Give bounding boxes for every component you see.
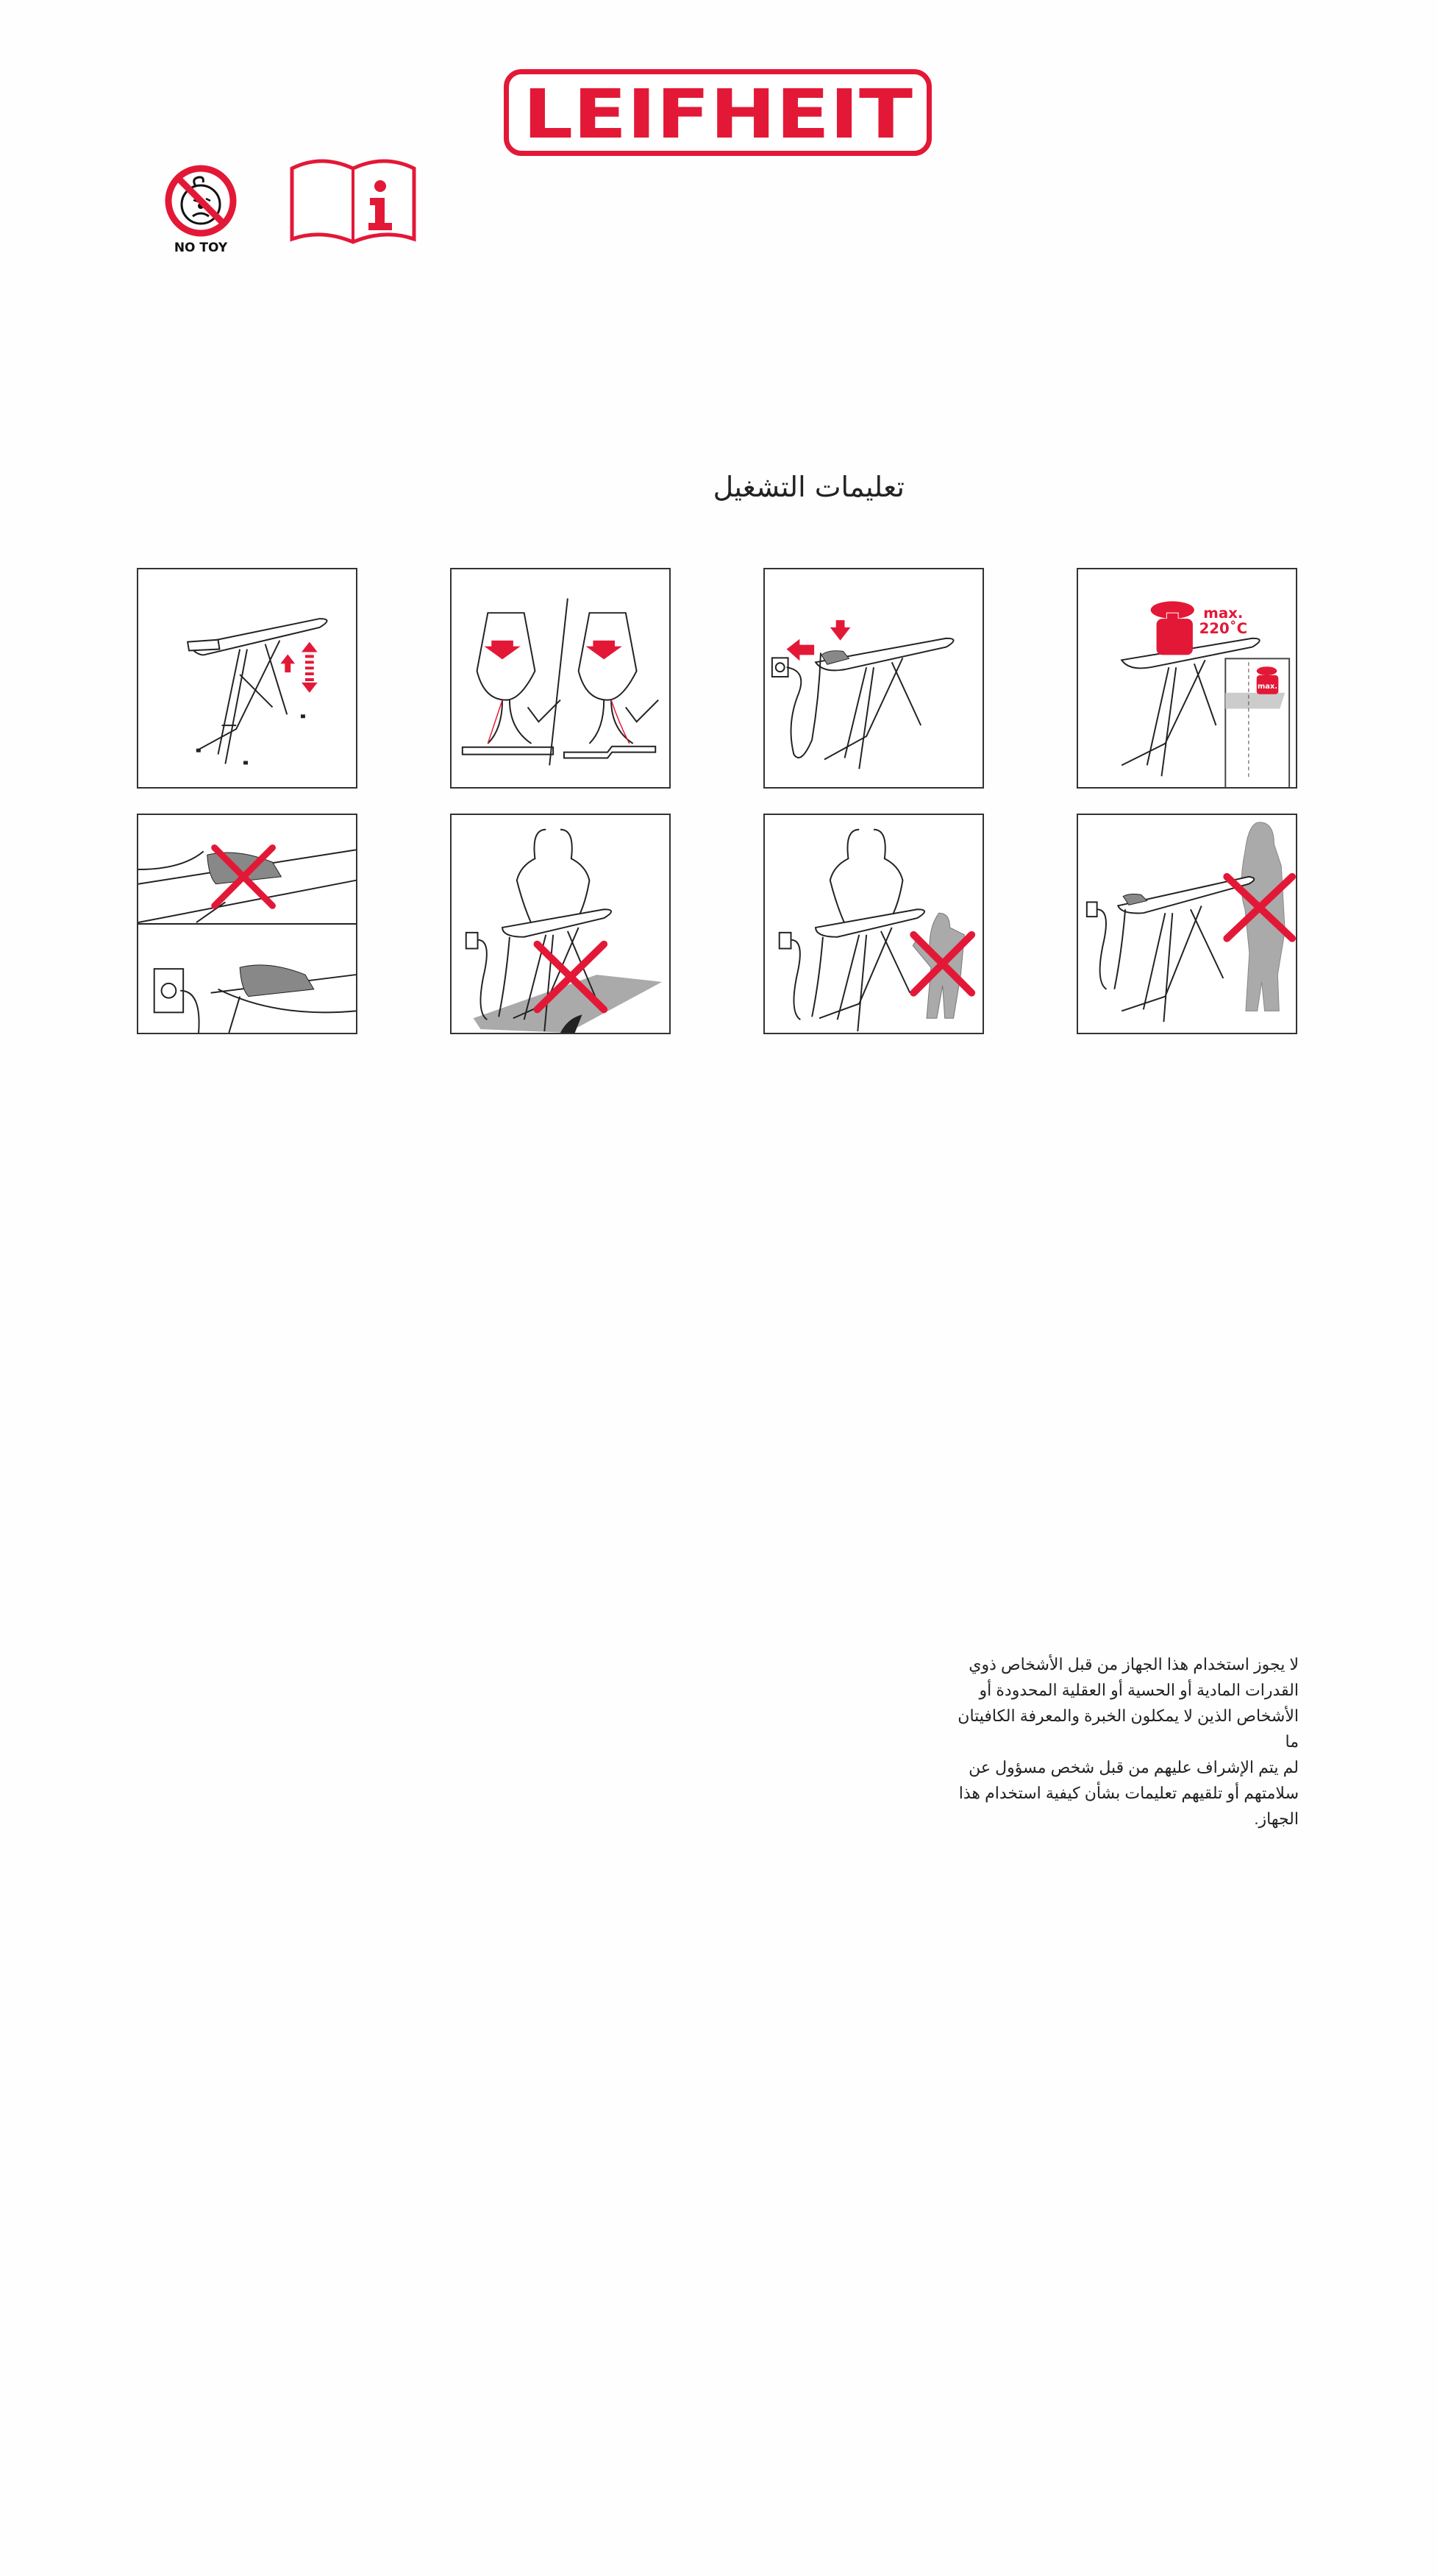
safety-warning-text	[956, 1651, 1299, 1832]
panel-max-load-temperature	[1077, 568, 1297, 789]
uneven-floor-warning-icon	[452, 815, 669, 1033]
warning-line: لا يجوز استخدام هذا الجهاز من قبل الأشخاص ذوي	[969, 1655, 1299, 1673]
do-not-lean-icon	[1078, 815, 1296, 1033]
max-weight-temperature-icon	[1078, 569, 1296, 787]
temperature-label: 220˚C	[1199, 619, 1248, 637]
inset-max-load	[1225, 658, 1289, 787]
page-title: تعليمات التشغيل	[713, 471, 905, 503]
panel-children-warning	[763, 814, 984, 1034]
logo-wordmark	[519, 85, 916, 140]
iron-rest-icon	[138, 815, 356, 1033]
warning-line: الأشخاص الذين لا يمكلون الخبرة والمعرفة الكافيتان ما	[958, 1707, 1299, 1751]
keep-children-away-icon	[765, 815, 983, 1033]
no-toy-symbol	[160, 162, 241, 257]
panel-iron-rest-usage	[137, 814, 357, 1034]
read-manual-symbol	[289, 157, 417, 245]
warning-line: سلامتهم أو تلقيهم تعليمات بشأن كيفية استخدام هذا	[958, 1784, 1299, 1802]
svg-text:LEIFHEIT: LEIFHEIT	[523, 85, 913, 140]
no-toy-label: NO TOY	[174, 241, 228, 255]
panel-iron-rest-unplug	[763, 568, 984, 789]
panel-stand-stability	[450, 568, 671, 789]
warning-line: القدرات المادية أو الحسية أو العقلية المحدودة أو	[979, 1681, 1299, 1699]
warning-line: الجهاز.	[1254, 1810, 1299, 1828]
inset-max-label: max.	[1257, 682, 1278, 691]
no-toy-icon	[160, 162, 241, 257]
unplug-iron-icon	[765, 569, 983, 787]
panel-uneven-floor-warning	[450, 814, 671, 1034]
read-manual-info-icon	[289, 157, 417, 245]
warning-line: لم يتم الإشراف عليهم من قبل شخص مسؤول عن	[969, 1758, 1299, 1776]
max-label: max.	[1203, 605, 1244, 622]
panel-lean-warning	[1077, 814, 1297, 1034]
leifheit-logo	[504, 69, 932, 156]
height-adjust-icon	[138, 569, 356, 787]
panel-height-adjust	[137, 568, 357, 789]
stable-feet-check-icon	[452, 569, 669, 787]
